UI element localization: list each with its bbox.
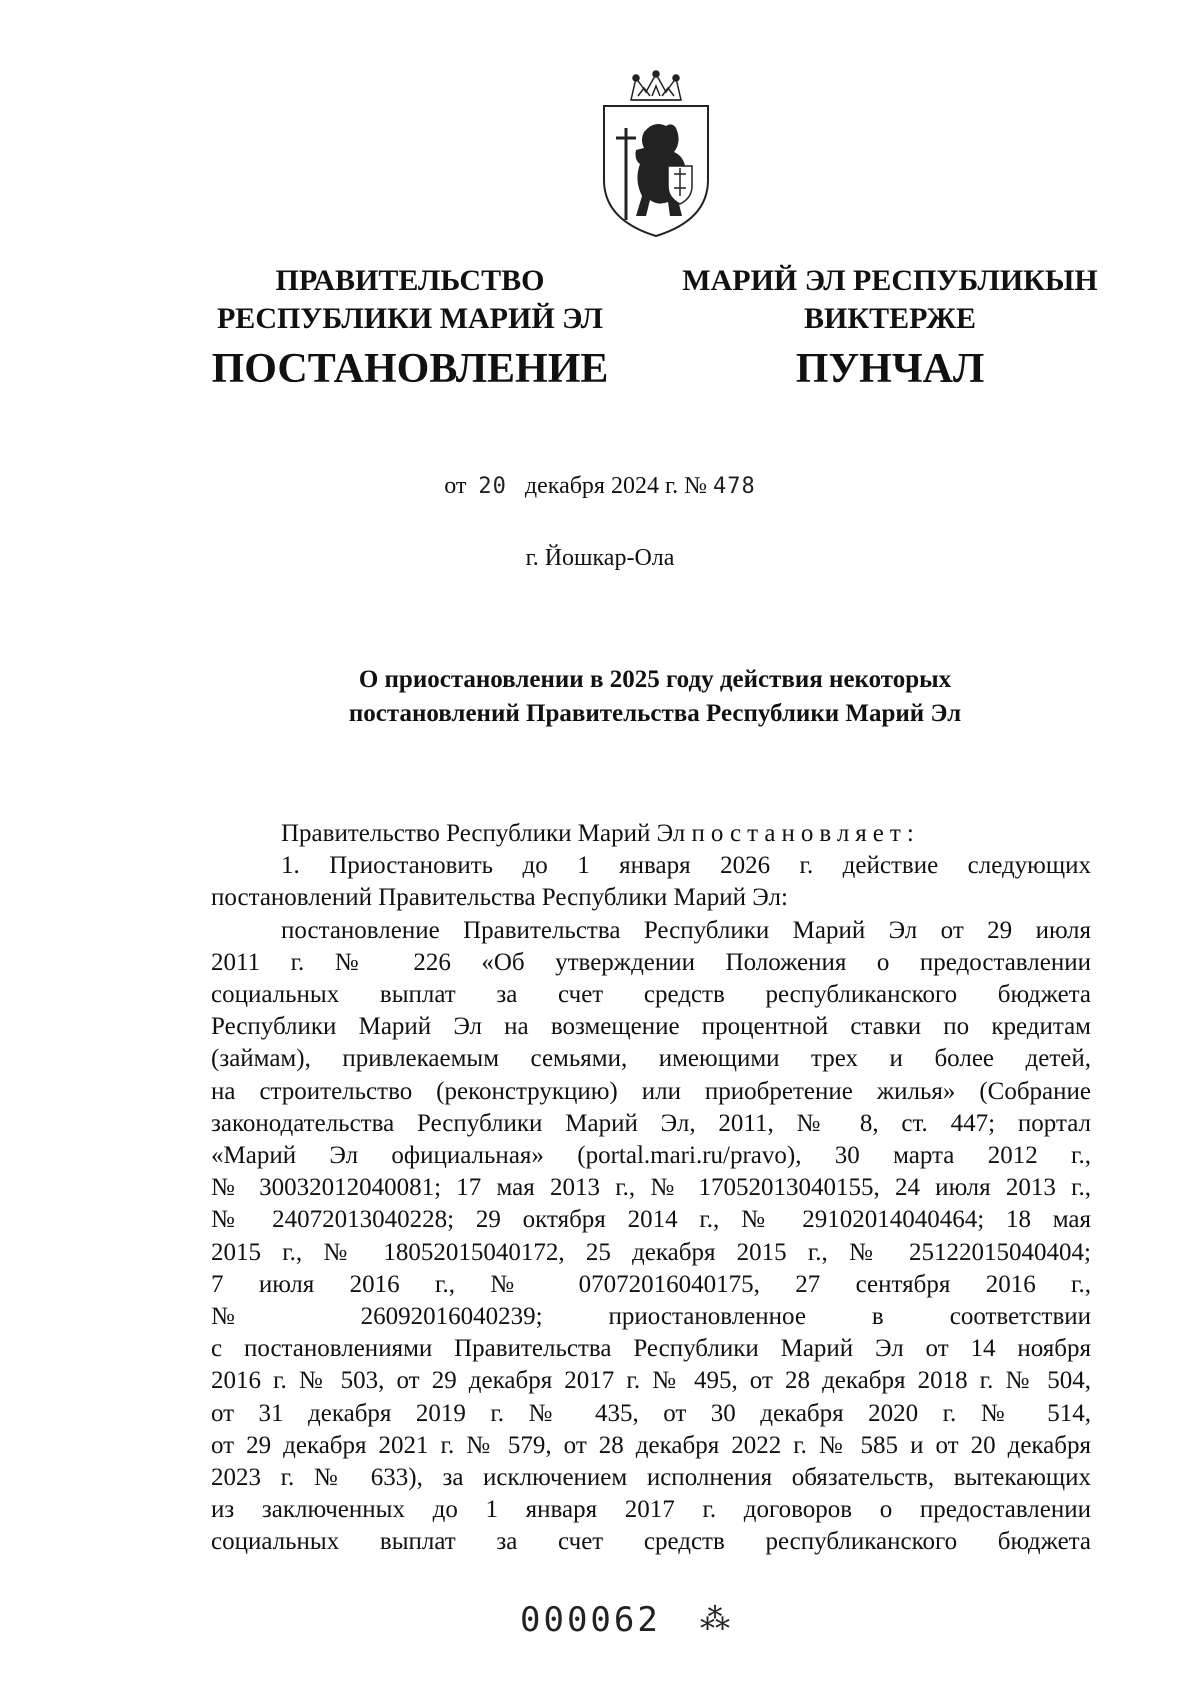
doc-number: 478 bbox=[713, 474, 756, 499]
body-line: № 30032012040081; 17 мая 2013 г., № 17052013040155, 24 июля 2013 г., bbox=[211, 1174, 1091, 1202]
city: г. Йошкар-Ола bbox=[525, 545, 675, 571]
header-org-left bbox=[190, 262, 630, 338]
body-line: 2023 г. № 633), за исключением исполнения обязательств, вытекающих bbox=[211, 1464, 1091, 1492]
header-left-line1: ПРАВИТЕЛЬСТВО bbox=[275, 264, 545, 297]
header-left-line2: РЕСПУБЛИКИ МАРИЙ ЭЛ bbox=[216, 302, 603, 335]
body-line: (займам), привлекаемым семьями, имеющими трех и более детей, bbox=[211, 1045, 1091, 1073]
header-right-line2: ВИКТЕРЖЕ bbox=[803, 302, 977, 335]
header-org-right bbox=[670, 262, 1110, 338]
body-line: от 31 декабря 2019 г. № 435, от 30 декабря 2020 г. № 514, bbox=[211, 1399, 1091, 1427]
body-line: от 29 декабря 2021 г. № 579, от 28 декабря 2022 г. № 585 и от 20 декабря bbox=[211, 1431, 1091, 1459]
header-right-line1: МАРИЙ ЭЛ РЕСПУБЛИКЫН bbox=[682, 264, 1098, 297]
body-line: законодательства Республики Марий Эл, 2011, № 8, ст. 447; портал bbox=[211, 1109, 1091, 1137]
coat-of-arms-icon bbox=[596, 70, 716, 240]
body-line: социальных выплат за счет средств республиканского бюджета bbox=[211, 981, 1091, 1009]
body-line: Республики Марий Эл на возмещение процентной ставки по кредитам bbox=[211, 1013, 1091, 1041]
doc-type-right: ПУНЧАЛ bbox=[795, 346, 985, 392]
serial-number: 000062 bbox=[520, 1600, 661, 1640]
date-prefix: от bbox=[444, 473, 467, 499]
body-line: № 26092016040239; приостановленное в соответствии bbox=[211, 1303, 1091, 1331]
body-line: социальных выплат за счет средств республиканского бюджета bbox=[211, 1528, 1091, 1556]
body-line: постановлений Правительства Республики Марий Эл: bbox=[211, 884, 788, 912]
title-line2: постановлений Правительства Республики Марий Эл bbox=[348, 700, 962, 727]
body-line: 7 июля 2016 г., № 07072016040175, 27 сентября 2016 г., bbox=[211, 1270, 1091, 1298]
body-line: № 24072013040228; 29 октября 2014 г., № 29102014040464; 18 мая bbox=[211, 1206, 1091, 1234]
body-line: из заключенных до 1 января 2017 г. договоров о предоставлении bbox=[211, 1496, 1091, 1524]
body-intro bbox=[211, 818, 1091, 850]
body-line: с постановлениями Правительства Республики Марий Эл от 14 ноября bbox=[211, 1335, 1091, 1363]
dotted-star-icon: ⁂ bbox=[700, 1603, 730, 1636]
body-line: 2016 г. № 503, от 29 декабря 2017 г. № 495, от 28 декабря 2018 г. № 504, bbox=[211, 1367, 1091, 1395]
body-line: постановление Правительства Республики Марий Эл от 29 июля bbox=[281, 916, 1091, 944]
document-title bbox=[260, 663, 1050, 731]
body-line: 1. Приостановить до 1 января 2026 г. действие следующих bbox=[281, 852, 1091, 880]
body-line: «Марий Эл официальная» (portal.mari.ru/pravo), 30 марта 2012 г., bbox=[211, 1142, 1091, 1170]
body-line: 2015 г., № 18052015040172, 25 декабря 2015 г., № 25122015040404; bbox=[211, 1238, 1091, 1266]
date-month-year: декабря 2024 г. № bbox=[524, 473, 708, 499]
date-day: 20 bbox=[478, 474, 507, 499]
date-line bbox=[0, 473, 1200, 500]
doc-type-left: ПОСТАНОВЛЕНИЕ bbox=[211, 346, 609, 392]
document-body bbox=[211, 818, 1091, 1559]
title-line1: О приостановлении в 2025 году действия некоторых bbox=[358, 666, 952, 693]
body-line: 2011 г. № 226 «Об утверждении Положения о предоставлении bbox=[211, 948, 1091, 976]
intro-spaced: постановляет: bbox=[691, 820, 920, 847]
intro-text: Правительство Республики Марий Эл bbox=[281, 820, 686, 847]
body-line: на строительство (реконструкцию) или приобретение жилья» (Собрание bbox=[211, 1077, 1091, 1105]
